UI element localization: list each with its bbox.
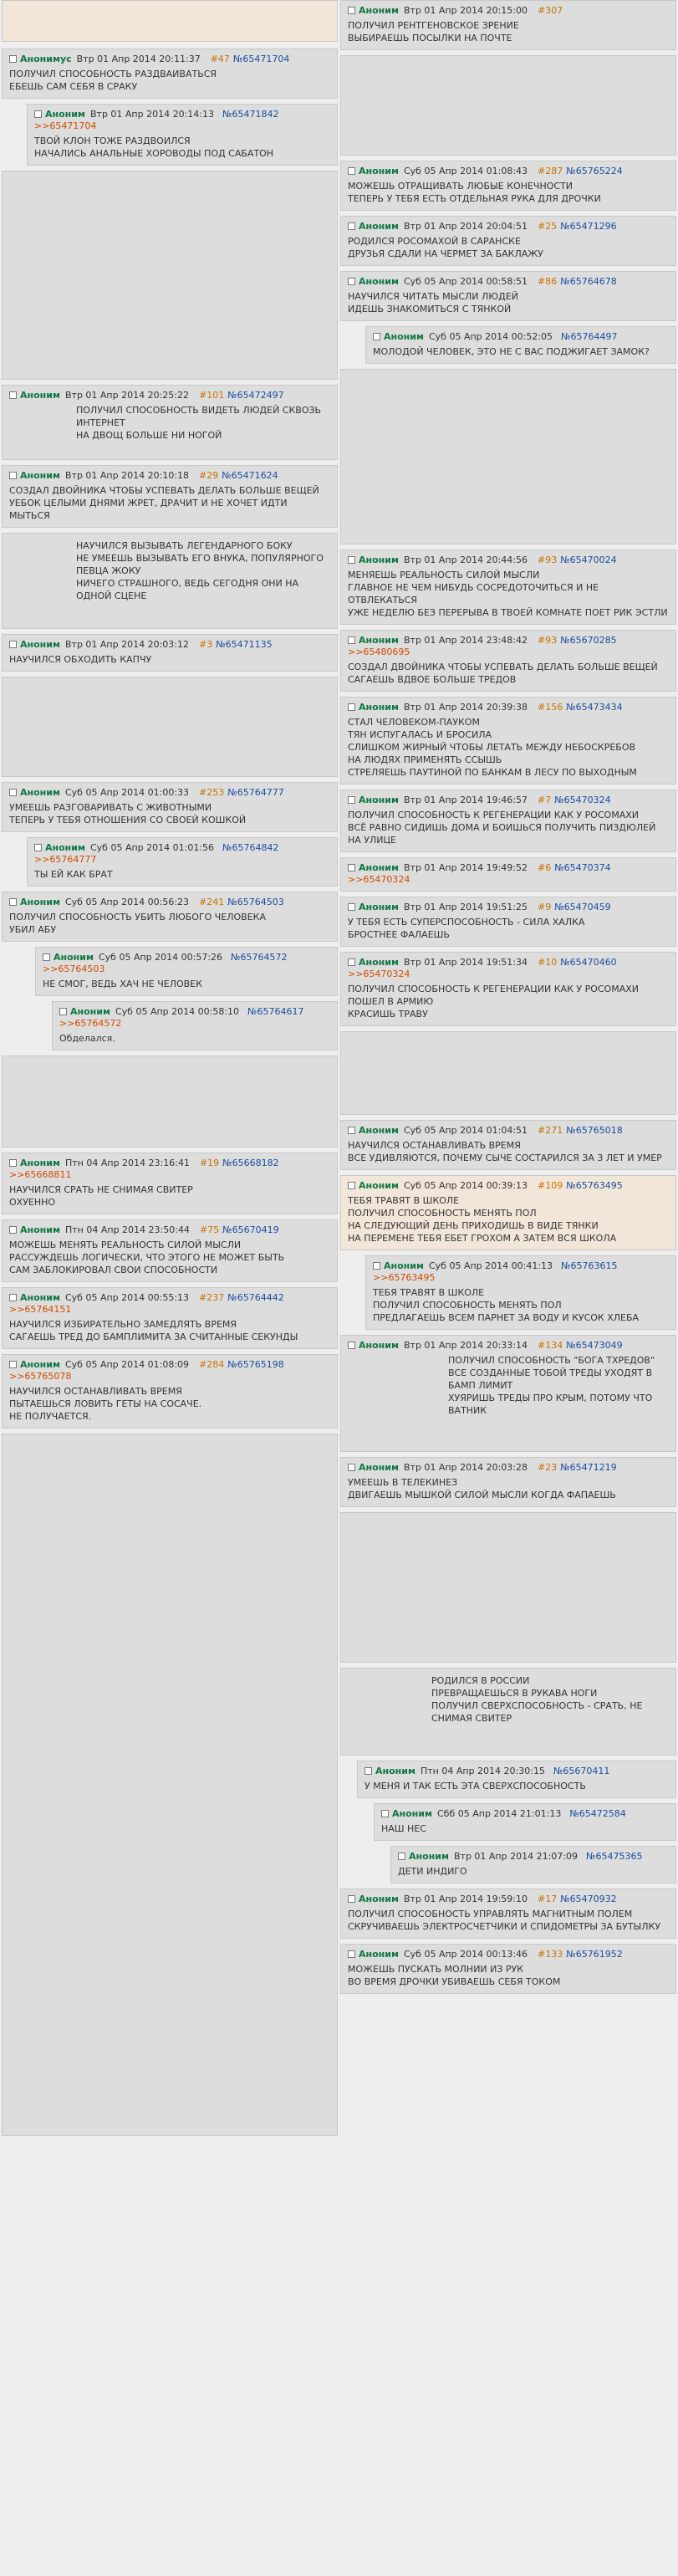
post-checkbox[interactable] bbox=[348, 796, 355, 804]
post-number[interactable]: №65764678 bbox=[560, 276, 617, 287]
post bbox=[365, 326, 676, 364]
reply-link[interactable]: >>65764777 bbox=[34, 854, 97, 865]
post-checkbox[interactable] bbox=[364, 1767, 372, 1775]
post-checkbox[interactable] bbox=[34, 844, 42, 851]
poster-name: Аноним bbox=[359, 702, 399, 713]
reply-link[interactable]: >>65763495 bbox=[373, 1272, 436, 1283]
post-body: РОДИЛСЯ В РОССИИ ПРЕВРАЩАЕШЬСЯ В РУКАВА НОГИ ПОЛУЧИЛ СВЕРХСПОСОБНОСТЬ - СРАТЬ, НЕ СНИМАЯ СВИТЕР bbox=[431, 1675, 643, 1724]
post-checkbox[interactable] bbox=[348, 958, 355, 966]
post bbox=[35, 947, 338, 996]
post bbox=[340, 0, 676, 50]
post bbox=[340, 1335, 676, 1452]
post-body: СТАЛ ЧЕЛОВЕКОМ-ПАУКОМ ТЯН ИСПУГАЛАСЬ И БРОСИЛА СЛИШКОМ ЖИРНЫЙ ЧТОБЫ ЛЕТАТЬ МЕЖДУ НЕБОСКРЕБОВ НА ЛЮДЯХ ПРИМЕНЯТЬ ССЫШЬ СТРЕЛЯЕШЬ ПАУТИНОЙ ПО БАНКАМ В ЛЕСУ ПО ВЫХОДНЫМ bbox=[348, 717, 637, 778]
post-number[interactable]: №65761952 bbox=[566, 1949, 623, 1960]
post bbox=[2, 533, 338, 629]
post bbox=[365, 1255, 676, 1330]
post-count: #271 bbox=[538, 1125, 563, 1136]
post-number[interactable]: №65470024 bbox=[560, 555, 617, 565]
post bbox=[340, 1175, 676, 1250]
post-body: МОЖЕШЬ МЕНЯТЬ РЕАЛЬНОСТЬ СИЛОЙ МЫСЛИ РАССУЖДЕШЬ ЛОГИЧЕСКИ, ЧТО ЭТОГО НЕ МОЖЕТ БЫТЬ САМ ЗАБЛОКИРОВАЛ СВОИ СПОСОБНОСТИ bbox=[9, 1239, 285, 1275]
post-date: Суб 05 Апр 2014 01:00:33 bbox=[64, 787, 190, 798]
post bbox=[2, 1219, 338, 1282]
post-date: Втр 01 Апр 2014 20:25:22 bbox=[64, 390, 190, 401]
post-checkbox[interactable] bbox=[59, 1008, 67, 1015]
poster-name: Анонимус bbox=[20, 54, 72, 64]
poster-name: Аноним bbox=[359, 1340, 399, 1351]
post-body: НАШ НЕС bbox=[381, 1823, 426, 1834]
post-date: Втр 01 Апр 2014 20:04:51 bbox=[403, 221, 528, 232]
post bbox=[2, 385, 338, 460]
post-body: РОДИЛСЯ РОСОМАХОЙ В САРАНСКЕ ДРУЗЬЯ СДАЛИ НА ЧЕРМЕТ ЗА БАКЛАЖУ bbox=[348, 236, 543, 259]
reply-link[interactable]: >>65764151 bbox=[9, 1304, 72, 1315]
post-checkbox[interactable] bbox=[9, 55, 17, 63]
post bbox=[340, 1944, 676, 1994]
post-number[interactable]: №65471135 bbox=[216, 639, 273, 650]
post bbox=[52, 1001, 338, 1050]
post-count: #6 bbox=[538, 862, 552, 873]
post-number[interactable]: №65764777 bbox=[227, 787, 284, 798]
post-date: Втр 01 Апр 2014 20:33:14 bbox=[403, 1340, 528, 1351]
post bbox=[2, 171, 338, 380]
post-number[interactable]: №65471296 bbox=[560, 221, 617, 232]
post-date: Суб 05 Апр 2014 00:39:13 bbox=[403, 1180, 528, 1191]
post-number[interactable]: №65764442 bbox=[227, 1292, 284, 1303]
poster-name: Аноним bbox=[384, 1260, 424, 1271]
post-body: ПОЛУЧИЛ СПОСОБНОСТЬ УПРАВЛЯТЬ МАГНИТНЫМ ПОЛЕМ СКРУЧИВАЕШЬ ЭЛЕКТРОСЧЕТЧИКИ И СПИДОМЕТРЫ ЗА БУТЫЛКУ bbox=[348, 1909, 661, 1932]
post bbox=[2, 782, 338, 832]
post-checkbox[interactable] bbox=[348, 7, 355, 14]
post-count: #17 bbox=[538, 1894, 558, 1904]
post bbox=[340, 216, 676, 266]
post-date: Суб 05 Апр 2014 01:08:09 bbox=[64, 1359, 190, 1370]
post-number[interactable]: №65472497 bbox=[227, 390, 284, 401]
post bbox=[340, 697, 676, 785]
post-count: #287 bbox=[538, 166, 563, 176]
post-checkbox[interactable] bbox=[9, 391, 17, 399]
post-body: НЕ СМОГ, ВЕДЬ ХАЧ НЕ ЧЕЛОВЕК bbox=[43, 979, 202, 989]
post-checkbox[interactable] bbox=[348, 903, 355, 911]
post-body: ПОЛУЧИЛ СПОСОБНОСТЬ РАЗДВАИВАТЬСЯ ЕБЕШЬ САМ СЕБЯ В СРАКУ bbox=[9, 69, 217, 92]
poster-name: Аноним bbox=[375, 1766, 415, 1776]
poster-name: Аноним bbox=[20, 1158, 60, 1168]
post-number[interactable]: №65471842 bbox=[222, 109, 279, 120]
post-date: Втр 01 Апр 2014 19:49:52 bbox=[403, 862, 528, 873]
post-count: #9 bbox=[538, 902, 552, 912]
reply-link[interactable]: >>65480695 bbox=[348, 647, 410, 657]
post-number[interactable]: №65763495 bbox=[566, 1180, 623, 1191]
post bbox=[340, 630, 676, 692]
post-body: ДЕТИ ИНДИГО bbox=[398, 1866, 467, 1877]
post-body: НАУЧИЛСЯ ЧИТАТЬ МЫСЛИ ЛЮДЕЙ ИДЕШЬ ЗНАКОМИТЬСЯ С ТЯНКОЙ bbox=[348, 291, 518, 314]
poster-name: Аноним bbox=[359, 5, 399, 16]
poster-name: Аноним bbox=[70, 1006, 110, 1017]
poster-name: Аноним bbox=[54, 952, 94, 963]
post-count: #19 bbox=[199, 1158, 220, 1168]
poster-name: Аноним bbox=[20, 639, 60, 650]
post-number[interactable]: №65470932 bbox=[560, 1894, 617, 1904]
post-date: Птн 04 Апр 2014 23:16:41 bbox=[64, 1158, 190, 1168]
poster-name: Аноним bbox=[359, 635, 399, 646]
post bbox=[340, 549, 676, 625]
post-body: МЕНЯЕШЬ РЕАЛЬНОСТЬ СИЛОЙ МЫСЛИ ГЛАВНОЕ НЕ ЧЕМ НИБУДЬ СОСРЕДОТОЧИТЬСЯ И НЕ ОТВЛЕКАТЬСЯ УЖЕ НЕДЕЛЮ БЕЗ ПЕРЕРЫВА В ТВОЕЙ КОМНАТЕ ПОЕТ РИК ЭСТЛИ bbox=[348, 570, 668, 618]
post-checkbox[interactable] bbox=[9, 1226, 17, 1234]
post-body: МОЛОДОЙ ЧЕЛОВЕК, ЭТО НЕ С ВАС ПОДЖИГАЕТ ЗАМОК? bbox=[373, 346, 650, 357]
post-count: #23 bbox=[538, 1462, 558, 1473]
post-count: #156 bbox=[538, 702, 563, 713]
poster-name: Аноним bbox=[359, 795, 399, 805]
post bbox=[340, 55, 676, 156]
post-date: Суб 05 Апр 2014 01:08:43 bbox=[403, 166, 528, 176]
poster-name: Аноним bbox=[359, 555, 399, 565]
post bbox=[340, 1668, 676, 1756]
post bbox=[340, 1457, 676, 1507]
post-body: ТЕБЯ ТРАВЯТ В ШКОЛЕ ПОЛУЧИЛ СПОСОБНОСТЬ МЕНЯТЬ ПОЛ ПРЕДЛАГАЕШЬ ВСЕМ ПАРНЕТ ЗА ВОДУ И КУСОК ХЛЕБА bbox=[373, 1287, 640, 1323]
post-body: ПОЛУЧИЛ РЕНТГЕНОВСКОЕ ЗРЕНИЕ ВЫБИРАЕШЬ ПОСЫЛКИ НА ПОЧТЕ bbox=[348, 20, 519, 43]
post-body: УМЕЕШЬ В ТЕЛЕКИНЕЗ ДВИГАЕШЬ МЫШКОЙ СИЛОЙ МЫСЛИ КОГДА ФАПАЕШЬ bbox=[348, 1477, 616, 1500]
post-date: Суб 05 Апр 2014 00:58:51 bbox=[403, 276, 528, 287]
post-count: #307 bbox=[538, 5, 563, 16]
post-body: ПОЛУЧИЛ СПОСОБНОСТЬ ВИДЕТЬ ЛЮДЕЙ СКВОЗЬ ИНТЕРНЕТ НА ДВОЩ БОЛЬШЕ НИ НОГОЙ bbox=[76, 405, 322, 441]
post-checkbox[interactable] bbox=[9, 1159, 17, 1167]
post-date: Втр 01 Апр 2014 20:03:28 bbox=[403, 1462, 528, 1473]
post-date: Втр 01 Апр 2014 19:51:25 bbox=[403, 902, 528, 912]
post-number[interactable]: №65471219 bbox=[560, 1462, 617, 1473]
post-count: #237 bbox=[199, 1292, 225, 1303]
post-count: #29 bbox=[199, 470, 219, 481]
post-body: ТЕБЯ ТРАВЯТ В ШКОЛЕ ПОЛУЧИЛ СПОСОБНОСТЬ МЕНЯТЬ ПОЛ НА СЛЕДУЮЩИЙ ДЕНЬ ПРИХОДИШЬ В ВИДЕ ТЯНКИ НА ПЕРЕМЕНЕ ТЕБЯ ЕБЕТ ГРОХОМ А ЗАТЕМ ВСЯ ШКОЛА bbox=[348, 1195, 617, 1244]
post-number[interactable]: №65765198 bbox=[227, 1359, 284, 1370]
post-date: Птн 04 Апр 2014 23:50:44 bbox=[64, 1224, 190, 1235]
poster-name: Аноним bbox=[359, 1462, 399, 1473]
post-number[interactable]: №65470460 bbox=[560, 957, 617, 968]
post-checkbox[interactable] bbox=[373, 1262, 380, 1270]
post-count: #86 bbox=[538, 276, 558, 287]
reply-link[interactable]: >>65471704 bbox=[34, 120, 97, 131]
post-checkbox[interactable] bbox=[348, 1464, 355, 1471]
post-date: Втр 01 Апр 2014 23:48:42 bbox=[403, 635, 528, 646]
post bbox=[27, 837, 338, 887]
right-column bbox=[340, 0, 676, 1999]
post-number[interactable]: №65473049 bbox=[566, 1340, 623, 1351]
poster-name: Аноним bbox=[359, 221, 399, 232]
poster-name: Аноним bbox=[45, 109, 85, 120]
post-count: #3 bbox=[199, 639, 213, 650]
post bbox=[2, 465, 338, 528]
post-number[interactable]: №65670285 bbox=[560, 635, 617, 646]
poster-name: Аноним bbox=[20, 1292, 60, 1303]
poster-name: Аноним bbox=[359, 902, 399, 912]
post-date: Суб 05 Апр 2014 00:58:10 bbox=[115, 1006, 240, 1017]
post bbox=[2, 634, 338, 672]
thread-header bbox=[2, 0, 338, 42]
post-number[interactable]: №65670411 bbox=[553, 1766, 610, 1776]
post-date: Втр 01 Апр 2014 20:14:13 bbox=[89, 109, 215, 120]
post-checkbox[interactable] bbox=[34, 110, 42, 118]
post-checkbox[interactable] bbox=[348, 278, 355, 285]
poster-name: Аноним bbox=[359, 862, 399, 873]
post-date: Суб 05 Апр 2014 00:13:46 bbox=[403, 1949, 528, 1960]
post-number[interactable]: №65764572 bbox=[231, 952, 288, 963]
reply-link[interactable]: >>65765078 bbox=[9, 1371, 72, 1382]
post-date: Втр 01 Апр 2014 20:03:12 bbox=[64, 639, 190, 650]
reply-link[interactable]: >>65470324 bbox=[348, 969, 410, 979]
post-number[interactable]: №65475365 bbox=[586, 1851, 643, 1862]
post-body: МОЖЕШЬ ПУСКАТЬ МОЛНИИ ИЗ РУК ВО ВРЕМЯ ДРОЧКИ УБИВАЕШЬ СЕБЯ ТОКОМ bbox=[348, 1964, 561, 1987]
post-body: НАУЧИЛСЯ ОБХОДИТЬ КАПЧУ bbox=[9, 654, 152, 665]
post-number[interactable]: №65471704 bbox=[232, 54, 290, 64]
post-checkbox[interactable] bbox=[348, 864, 355, 871]
post-count: #101 bbox=[199, 390, 225, 401]
post bbox=[2, 1354, 338, 1429]
reply-link[interactable]: >>65764503 bbox=[43, 963, 105, 974]
post-date: Суб 05 Апр 2014 00:57:26 bbox=[98, 952, 223, 963]
post-body: НАУЧИЛСЯ СРАТЬ НЕ СНИМАЯ СВИТЕР ОХУЕННО bbox=[9, 1184, 193, 1208]
post-number[interactable]: №65670419 bbox=[222, 1224, 279, 1235]
post-checkbox[interactable] bbox=[348, 1127, 355, 1134]
poster-name: Аноним bbox=[359, 1125, 399, 1136]
post-checkbox[interactable] bbox=[9, 472, 17, 479]
post-count: #7 bbox=[538, 795, 552, 805]
post-number[interactable]: №65470459 bbox=[554, 902, 611, 912]
post-number[interactable]: №65765224 bbox=[566, 166, 623, 176]
poster-name: Аноним bbox=[20, 1359, 60, 1370]
post-checkbox[interactable] bbox=[43, 953, 50, 961]
post-body: НАУЧИЛСЯ ОСТАНАВЛИВАТЬ ВРЕМЯ ВСЕ УДИВЛЯЮТСЯ, ПОЧЕМУ СЫЧЕ СОСТАРИЛСЯ ЗА 3 ЛЕТ И УМЕР bbox=[348, 1140, 662, 1163]
reply-link[interactable]: >>65764572 bbox=[59, 1018, 122, 1029]
post-body: МОЖЕШЬ ОТРАЩИВАТЬ ЛЮБЫЕ КОНЕЧНОСТИ ТЕПЕРЬ У ТЕБЯ ЕСТЬ ОТДЕЛЬНАЯ РУКА ДЛЯ ДРОЧКИ bbox=[348, 181, 601, 204]
post-number[interactable]: №65764617 bbox=[247, 1006, 304, 1017]
post-date: Втр 01 Апр 2014 20:44:56 bbox=[403, 555, 528, 565]
post bbox=[340, 1512, 676, 1663]
post-number[interactable]: №65764497 bbox=[561, 331, 618, 342]
post-body: НАУЧИЛСЯ ВЫЗЫВАТЬ ЛЕГЕНДАРНОГО БОКУ НЕ УМЕЕШЬ ВЫЗЫВАТЬ ЕГО ВНУКА, ПОПУЛЯРНОГО ПЕВЦА ЖОКУ НИЧЕГО СТРАШНОГО, ВЕДЬ СЕГОДНЯ ОНИ НА ОДНОЙ СЦЕНЕ bbox=[76, 540, 324, 601]
post-count: #93 bbox=[538, 635, 558, 646]
post-date: Суб 05 Апр 2014 00:56:23 bbox=[64, 897, 190, 907]
poster-name: Аноним bbox=[20, 470, 60, 481]
post-checkbox[interactable] bbox=[348, 636, 355, 644]
post bbox=[2, 892, 338, 942]
poster-name: Аноним bbox=[20, 787, 60, 798]
post bbox=[2, 677, 338, 777]
post-checkbox[interactable] bbox=[348, 1950, 355, 1958]
post-count: #109 bbox=[538, 1180, 563, 1191]
post-checkbox[interactable] bbox=[9, 789, 17, 796]
post-checkbox[interactable] bbox=[348, 703, 355, 711]
poster-name: Аноним bbox=[20, 390, 60, 401]
post-number[interactable]: №65472584 bbox=[569, 1808, 626, 1819]
post-checkbox[interactable] bbox=[348, 556, 355, 564]
post-date: Сбб 05 Апр 2014 21:01:13 bbox=[436, 1808, 562, 1819]
post-date: Втр 01 Апр 2014 21:07:09 bbox=[453, 1851, 579, 1862]
post-count: #133 bbox=[538, 1949, 563, 1960]
post bbox=[2, 49, 338, 99]
poster-name: Аноним bbox=[359, 166, 399, 176]
post bbox=[340, 1889, 676, 1939]
post bbox=[340, 1031, 676, 1115]
post-body: У ТЕБЯ ЕСТЬ СУПЕРСПОСОБНОСТЬ - СИЛА ХАЛКА БРОСТНЕЕ ФАЛАЕШЬ bbox=[348, 917, 585, 940]
post-date: Суб 05 Апр 2014 00:41:13 bbox=[428, 1260, 553, 1271]
poster-name: Аноним bbox=[359, 1949, 399, 1960]
post-count: #253 bbox=[199, 787, 225, 798]
post-number[interactable]: №65470374 bbox=[554, 862, 611, 873]
post bbox=[2, 1055, 338, 1147]
post-count: #47 bbox=[210, 54, 230, 64]
poster-name: Аноним bbox=[20, 1224, 60, 1235]
post-checkbox[interactable] bbox=[398, 1853, 405, 1860]
post-count: #284 bbox=[199, 1359, 225, 1370]
post bbox=[374, 1803, 676, 1841]
post-date: Втр 01 Апр 2014 20:15:00 bbox=[403, 5, 528, 16]
post-body: ПОЛУЧИЛ СПОСОБНОСТЬ УБИТЬ ЛЮБОГО ЧЕЛОВЕКА УБИЛ АБУ bbox=[9, 912, 267, 935]
poster-name: Аноним bbox=[409, 1851, 449, 1862]
reply-link[interactable]: >>65470324 bbox=[348, 874, 410, 885]
post-body: СОЗДАЛ ДВОЙНИКА ЧТОБЫ УСПЕВАТЬ ДЕЛАТЬ БОЛЬШЕ ВЕЩЕЙ САГАЕШЬ ВДВОЕ БОЛЬШЕ ТРЕДОВ bbox=[348, 662, 658, 685]
poster-name: Аноним bbox=[359, 1180, 399, 1191]
post-checkbox[interactable] bbox=[348, 1182, 355, 1189]
post-number[interactable]: №65764503 bbox=[227, 897, 284, 907]
post-body: ПОЛУЧИЛ СПОСОБНОСТЬ "БОГА ТХРЕДОВ" ВСЕ СОЗДАННЫЕ ТОБОЙ ТРЕДЫ УХОДЯТ В БАМП ЛИМИТ ХУЯРИШЬ ТРЕДЫ ПРО КРЫМ, ПОТОМУ ЧТО ВАТНИК bbox=[448, 1355, 655, 1416]
post-checkbox[interactable] bbox=[348, 222, 355, 230]
post-number[interactable]: №65473434 bbox=[566, 702, 623, 713]
post bbox=[340, 952, 676, 1026]
post-body: У МЕНЯ И ТАК ЕСТЬ ЭТА СВЕРХСПОСОБНОСТЬ bbox=[364, 1781, 586, 1791]
post-checkbox[interactable] bbox=[9, 641, 17, 648]
post-count: #10 bbox=[538, 957, 558, 968]
post bbox=[340, 857, 676, 892]
post-date: Втр 01 Апр 2014 20:10:18 bbox=[64, 470, 190, 481]
poster-name: Аноним bbox=[45, 842, 85, 853]
reply-link[interactable]: >>65668811 bbox=[9, 1169, 72, 1180]
post-number[interactable]: №65765018 bbox=[566, 1125, 623, 1136]
poster-name: Аноним bbox=[359, 957, 399, 968]
post-body: ПОЛУЧИЛ СПОСОБНОСТЬ К РЕГЕНЕРАЦИИ КАК У РОСОМАХИ ПОШЕЛ В АРМИЮ КРАСИШЬ ТРАВУ bbox=[348, 984, 639, 1020]
post bbox=[390, 1846, 676, 1883]
post-date: Птн 04 Апр 2014 20:30:15 bbox=[420, 1766, 545, 1776]
post-number[interactable]: №65470324 bbox=[554, 795, 611, 805]
post bbox=[357, 1761, 676, 1798]
left-column bbox=[2, 0, 338, 2141]
post-date: Суб 05 Апр 2014 00:55:13 bbox=[64, 1292, 190, 1303]
post-number[interactable]: №65471624 bbox=[222, 470, 278, 481]
post-checkbox[interactable] bbox=[348, 1342, 355, 1349]
post bbox=[27, 104, 338, 166]
post-count: #75 bbox=[199, 1224, 220, 1235]
post-checkbox[interactable] bbox=[381, 1810, 389, 1817]
post-count: #241 bbox=[199, 897, 225, 907]
poster-name: Аноним bbox=[359, 1894, 399, 1904]
post-body: СОЗДАЛ ДВОЙНИКА ЧТОБЫ УСПЕВАТЬ ДЕЛАТЬ БОЛЬШЕ ВЕЩЕЙ УЕБОК ЦЕЛЫМИ ДНЯМИ ЖРЕТ, ДРАЧИТ И НЕ ХОЧЕТ ИДТИ МЫТЬСЯ bbox=[9, 485, 319, 521]
post-date: Втр 01 Апр 2014 20:39:38 bbox=[403, 702, 528, 713]
post-count: #93 bbox=[538, 555, 558, 565]
post bbox=[340, 790, 676, 852]
post bbox=[340, 897, 676, 947]
post-number[interactable]: №65764842 bbox=[222, 842, 279, 853]
poster-name: Аноним bbox=[359, 276, 399, 287]
post bbox=[340, 369, 676, 544]
post-date: Суб 05 Апр 2014 01:04:51 bbox=[403, 1125, 528, 1136]
post-body: Обделался. bbox=[59, 1033, 115, 1044]
post-body: УМЕЕШЬ РАЗГОВАРИВАТЬ С ЖИВОТНЫМИ ТЕПЕРЬ У ТЕБЯ ОТНОШЕНИЯ СО СВОЕЙ КОШКОЙ bbox=[9, 802, 247, 825]
post-body: ПОЛУЧИЛ СПОСОБНОСТЬ К РЕГЕНЕРАЦИИ КАК У РОСОМАХИ ВСЁ РАВНО СИДИШЬ ДОМА И БОИШЬСЯ ПОЛУЧИТЬ ПИЗДЮЛЕЙ НА УЛИЦЕ bbox=[348, 810, 656, 846]
post bbox=[2, 1287, 338, 1349]
post-date: Суб 05 Апр 2014 01:01:56 bbox=[89, 842, 215, 853]
post-number[interactable]: №65763615 bbox=[561, 1260, 618, 1271]
post bbox=[340, 271, 676, 321]
post-date: Втр 01 Апр 2014 19:51:34 bbox=[403, 957, 528, 968]
post-body: ТВОЙ КЛОН ТОЖЕ РАЗДВОИЛСЯ НАЧАЛИСЬ АНАЛЬНЫЕ ХОРОВОДЫ ПОД САБАТОН bbox=[34, 135, 274, 159]
post-checkbox[interactable] bbox=[9, 1361, 17, 1368]
post-date: Втр 01 Апр 2014 19:46:57 bbox=[403, 795, 528, 805]
post-checkbox[interactable] bbox=[348, 167, 355, 175]
post-body: НАУЧИЛСЯ ОСТАНАВЛИВАТЬ ВРЕМЯ ПЫТАЕШЬСЯ ЛОВИТЬ ГЕТЫ НА СОСАЧЕ. НЕ ПОЛУЧАЕТСЯ. bbox=[9, 1386, 202, 1422]
post-body: ТЫ ЕЙ КАК БРАТ bbox=[34, 869, 113, 880]
post-checkbox[interactable] bbox=[9, 898, 17, 906]
post-checkbox[interactable] bbox=[348, 1895, 355, 1903]
post bbox=[340, 161, 676, 211]
post-date: Втр 01 Апр 2014 20:11:37 bbox=[76, 54, 201, 64]
post-checkbox[interactable] bbox=[9, 1294, 17, 1301]
poster-name: Аноним bbox=[384, 331, 424, 342]
post-checkbox[interactable] bbox=[373, 333, 380, 340]
post-number[interactable]: №65668182 bbox=[222, 1158, 279, 1168]
post bbox=[2, 1153, 338, 1214]
post-count: #25 bbox=[538, 221, 558, 232]
post-count: #134 bbox=[538, 1340, 563, 1351]
poster-name: Аноним bbox=[20, 897, 60, 907]
poster-name: Аноним bbox=[392, 1808, 432, 1819]
post bbox=[340, 1120, 676, 1170]
post-date: Втр 01 Апр 2014 19:59:10 bbox=[403, 1894, 528, 1904]
post-body: НАУЧИЛСЯ ИЗБИРАТЕЛЬНО ЗАМЕДЛЯТЬ ВРЕМЯ САГАЕШЬ ТРЕД ДО БАМПЛИМИТА ЗА СЧИТАННЫЕ СЕКУНДЫ bbox=[9, 1319, 298, 1342]
post bbox=[2, 1434, 338, 2136]
post-date: Суб 05 Апр 2014 00:52:05 bbox=[428, 331, 553, 342]
